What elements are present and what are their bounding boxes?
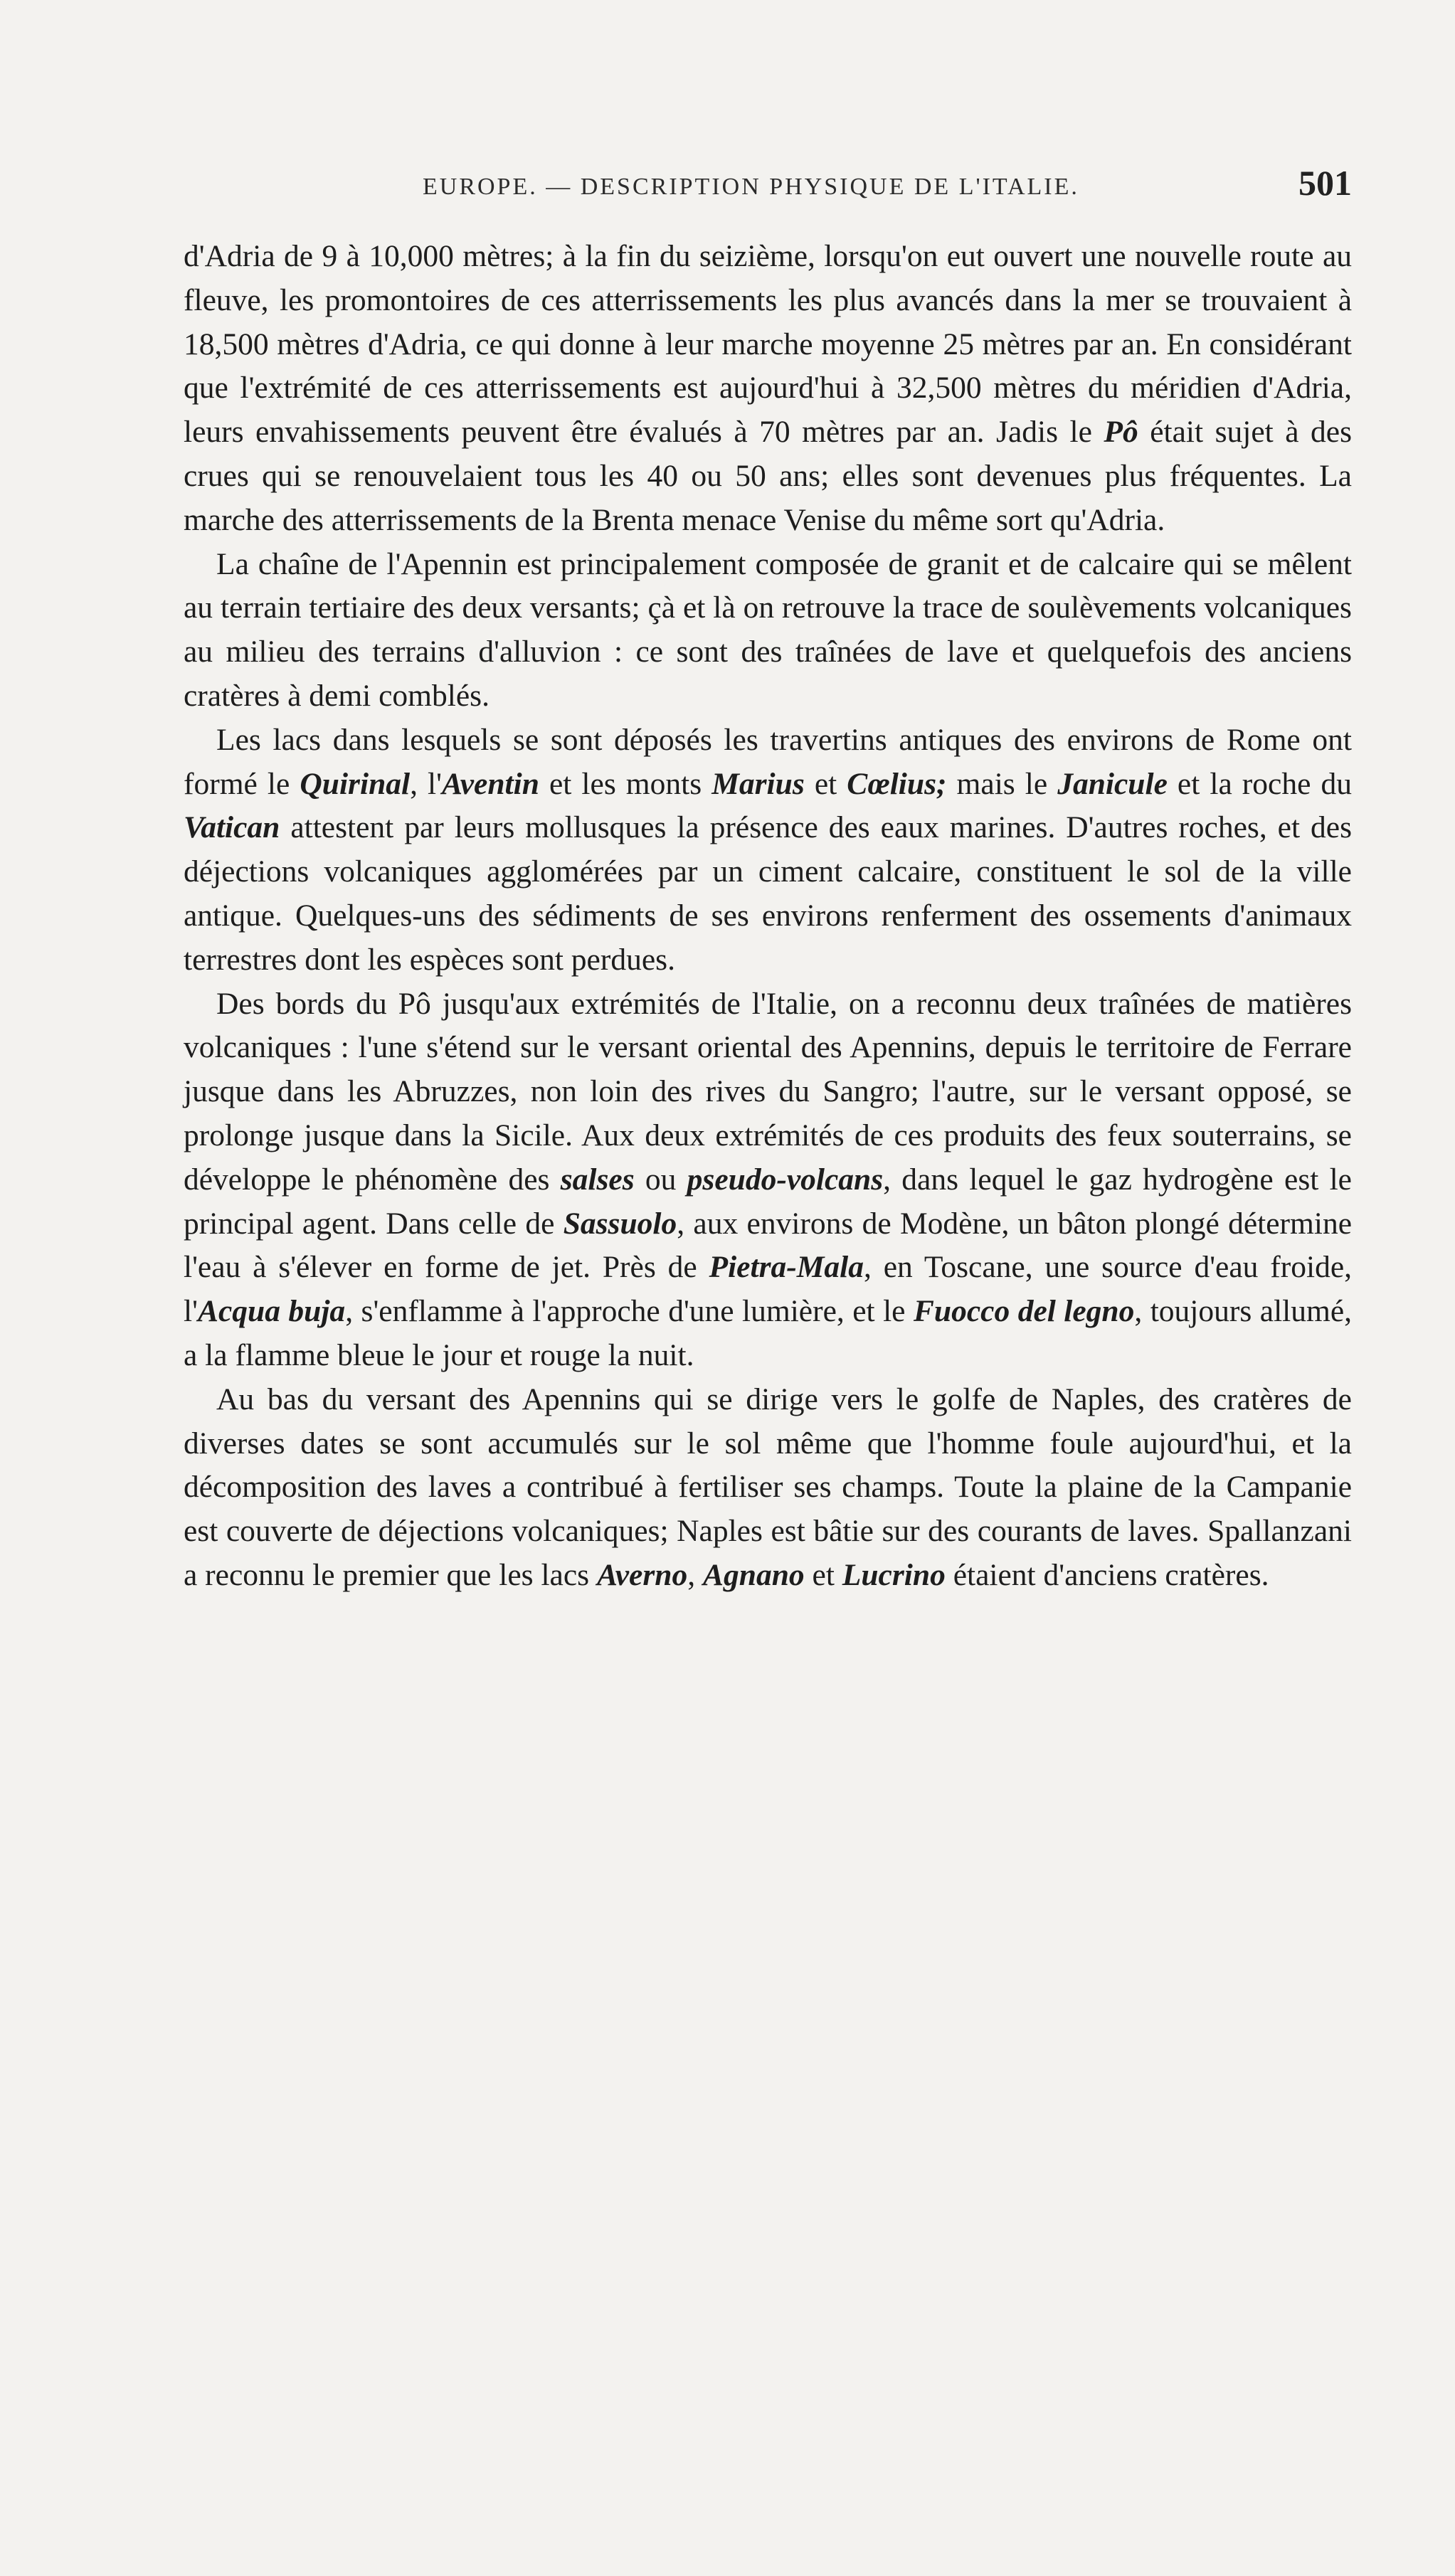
text-run: , bbox=[687, 1557, 703, 1592]
text-run: , s'enflamme à l'approche d'une lumière, et le bbox=[345, 1294, 914, 1329]
text-run: et les monts bbox=[539, 766, 712, 801]
text-run: était sujet à des crues qui se renouvelaient tous les 40 ou 50 ans; elles sont devenues plus fréquentes. La marche des atterrissements de la Brenta menace Venise du même sort qu'Adria. bbox=[184, 415, 1352, 537]
text-run: d'Adria de 9 à 10,000 mètres; à la fin du seizième, lorsqu'on eut ouvert une nouvelle route au fleuve, les promontoires de ces atterrissements les plus avancés dans la mer se trouvaient à 18,500 mètres d'Adria, ce qui donne à leur marche moyenne 25 mètres par an. En considérant que l'extrémité de ces atterrissements est aujourd'hui à 32,500 mètres du méridien d'Adria, leurs envahissements peuvent être évalués à 70 mètres par an. Jadis le bbox=[184, 239, 1352, 450]
text-run: et bbox=[804, 1557, 842, 1592]
italic-term: Marius bbox=[711, 766, 805, 801]
italic-term: Janicule bbox=[1057, 766, 1168, 801]
text-run: étaient d'anciens cratères. bbox=[945, 1557, 1269, 1592]
running-title: EUROPE. — DESCRIPTION PHYSIQUE DE L'ITALIE. bbox=[423, 174, 1079, 200]
running-header bbox=[184, 158, 1365, 208]
paragraph bbox=[184, 719, 1352, 982]
text-run: ou bbox=[634, 1162, 687, 1197]
text-run: , en Toscane, une source d'eau froide, l' bbox=[184, 1250, 1352, 1329]
italic-term: Cœlius; bbox=[847, 766, 947, 801]
text-run: La chaîne de l'Apennin est principalement composée de granit et de calcaire qui se mêlent au terrain tertiaire des deux versants; çà et là on retrouve la trace de soulèvements volcaniques au milieu des terrains d'alluvion : ce sont des traînées de lave et quelquefois des anciens cratères à demi comblés. bbox=[184, 546, 1352, 713]
text-run: et bbox=[804, 766, 847, 801]
paragraph bbox=[184, 235, 1352, 543]
italic-term: Aventin bbox=[441, 766, 539, 801]
italic-term: Pietra-Mala bbox=[709, 1250, 864, 1285]
text-run: , l' bbox=[410, 766, 442, 801]
text-run: Au bas du versant des Apennins qui se dirige vers le golfe de Naples, des cratères de diverses dates se sont accumulés sur le sol même que l'homme foule aujourd'hui, et la décomposition des laves a contribué à fertiliser ses champs. Toute la plaine de la Campanie est couverte de déjections volcaniques; Naples est bâtie sur des courants de laves. Spallanzani a reconnu le premier que les lacs bbox=[184, 1382, 1352, 1592]
italic-term: salses bbox=[560, 1162, 635, 1197]
italic-term: Agnano bbox=[702, 1557, 805, 1592]
italic-term: Quirinal bbox=[300, 766, 411, 801]
italic-term: Acqua buja bbox=[197, 1294, 346, 1329]
text-run: , toujours allumé, a la flamme bleue le jour et rouge la nuit. bbox=[184, 1294, 1353, 1372]
page-number: 501 bbox=[1298, 163, 1352, 203]
italic-term: Fuocco del legno bbox=[913, 1294, 1135, 1329]
text-run: , dans lequel le gaz hydrogène est le principal agent. Dans celle de bbox=[184, 1162, 1352, 1241]
paragraph bbox=[184, 982, 1352, 1378]
text-run: Les lacs dans lesquels se sont déposés les travertins antiques des environs de Rome ont formé le bbox=[184, 722, 1352, 801]
text-run: Des bords du Pô jusqu'aux extrémités de l'Italie, on a reconnu deux traînées de matières volcaniques : l'une s'étend sur le versant oriental des Apennins, depuis le territoire de Ferrare jusque dans les Abruzzes, non loin des rives du Sangro; l'autre, sur le versant opposé, se prolonge jusque dans la Sicile. Aux deux extrémités de ces produits des feux souterrains, se développe le phénomène des bbox=[184, 986, 1352, 1197]
italic-term: Sassuolo bbox=[563, 1206, 677, 1241]
italic-term: Averno bbox=[596, 1557, 688, 1592]
text-run: mais le bbox=[946, 766, 1058, 801]
italic-term: Pô bbox=[1104, 415, 1138, 450]
italic-term: Vatican bbox=[184, 810, 280, 845]
italic-term: pseudo-volcans bbox=[687, 1162, 884, 1197]
paragraph bbox=[184, 1378, 1352, 1598]
text-run: et la roche du bbox=[1167, 766, 1352, 801]
body-text bbox=[184, 235, 1352, 1598]
text-run: attestent par leurs mollusques la présence des eaux marines. D'autres roches, et des déjections volcaniques agglomérées par un ciment calcaire, constituent le sol de la ville antique. Quelques-uns des sédiments de ses environs renferment des ossements d'animaux terrestres dont les espèces sont perdues. bbox=[184, 810, 1352, 977]
text-run: , aux environs de Modène, un bâton plongé détermine l'eau à s'élever en forme de jet. Près de bbox=[184, 1206, 1352, 1285]
italic-term: Lucrino bbox=[842, 1557, 946, 1592]
paragraph bbox=[184, 543, 1352, 719]
